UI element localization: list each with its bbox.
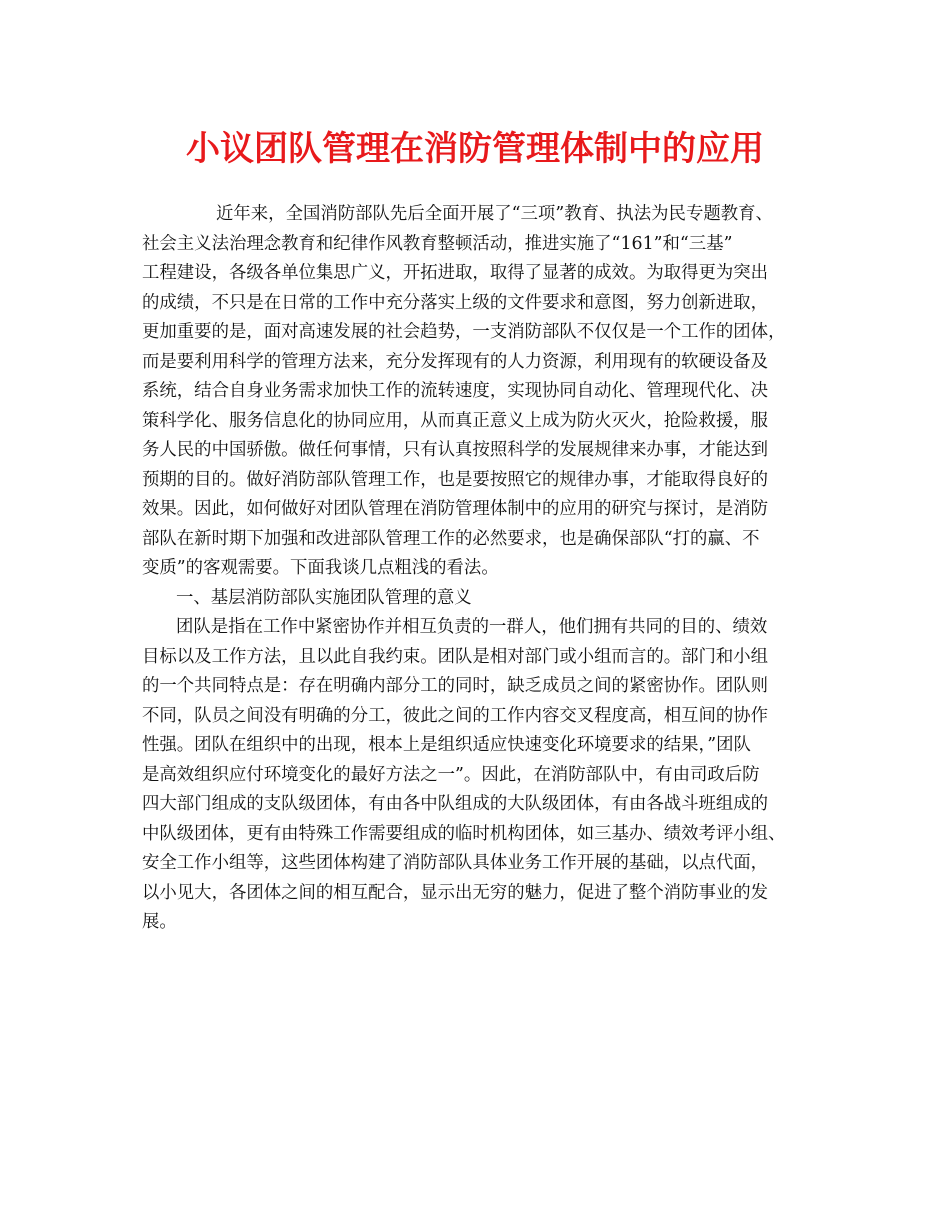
body-line: 的一个共同特点是：存在明确内部分工的同时，缺乏成员之间的紧密协作。团队则	[142, 676, 769, 696]
body-line: 目标以及工作方法，且以此自我约束。团队是相对部门或小组而言的。部门和小组	[142, 646, 769, 667]
body-line: 展。	[142, 912, 177, 932]
body-line: 性强。团队在组织中的出现，根本上是组织适应快速变化环境要求的结果，”团队	[142, 735, 751, 755]
body-line: 策科学化、服务信息化的协同应用，从而真正意义上成为防火灭火，抢险救援，服	[142, 410, 769, 431]
body-line: 部队在新时期下加强和改进部队管理工作的必然要求，也是确保部队“打的赢、不	[142, 528, 760, 549]
document-title: 小议团队管理在消防管理体制中的应用	[186, 129, 764, 169]
body-line: 的成绩，不只是在日常的工作中充分落实上级的文件要求和意图，努力创新进取，	[142, 292, 769, 313]
body-line: 社会主义法治理念教育和纪律作风教育整顿活动，推进实施了“161”和“三基”	[142, 233, 733, 254]
body-line: 是高效组织应付环境变化的最好方法之一”。因此，在消防部队中，有由司政后防	[142, 764, 760, 785]
body-line: 工程建设，各级各单位集思广义，开拓进取，取得了显著的成效。为取得更为突出	[142, 263, 769, 283]
body-line: 更加重要的是，面对高速发展的社会趋势，一支消防部队不仅仅是一个工作的团体，	[142, 322, 786, 342]
body-line: 不同，队员之间没有明确的分工，彼此之间的工作内容交叉程度高，相互间的协作	[142, 705, 769, 726]
body-line: 四大部门组成的支队级团体，有由各中队组成的大队级团体，有由各战斗班组成的	[142, 794, 769, 814]
body-line: 以小见大，各团体之间的相互配合，显示出无穷的魅力，促进了整个消防事业的发	[142, 882, 769, 903]
body-line: 中队级团体，更有由特殊工作需要组成的临时机构团体，如三基办、绩效考评小组、	[142, 823, 786, 844]
body-line: 近年来，全国消防部队先后全面开展了“三项”教育、执法为民专题教育、	[216, 204, 773, 224]
body-line: 务人民的中国骄傲。做任何事情，只有认真按照科学的发展规律来办事，才能达到	[142, 440, 769, 460]
body-line: 安全工作小组等，这些团体构建了消防部队具体业务工作开展的基础，以点代面，	[142, 853, 769, 873]
body-line: 效果。因此，如何做好对团队管理在消防管理体制中的应用的研究与探讨，是消防	[142, 499, 769, 519]
body-line: 系统，结合自身业务需求加快工作的流转速度，实现协同自动化、管理现代化、决	[142, 381, 769, 401]
body-line: 预期的目的。做好消防部队管理工作，也是要按照它的规律办事，才能取得良好的	[142, 469, 769, 490]
body-line: 一、基层消防部队实施团队管理的意义	[176, 587, 472, 608]
body-line: 变质”的客观需要。下面我谈几点粗浅的看法。	[142, 558, 499, 578]
body-line: 而是要利用科学的管理方法来，充分发挥现有的人力资源，利用现有的软硬设备及	[142, 351, 769, 372]
body-line: 团队是指在工作中紧密协作并相互负责的一群人，他们拥有共同的目的、绩效	[176, 617, 768, 637]
